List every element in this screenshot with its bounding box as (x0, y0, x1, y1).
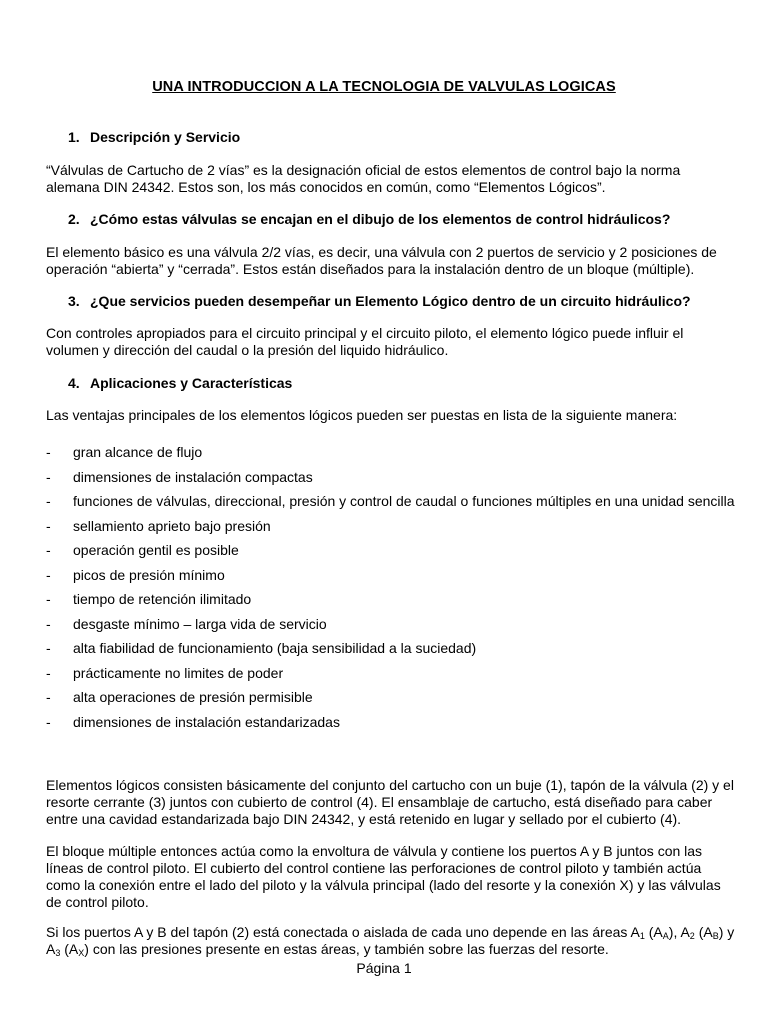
list-item-text: prácticamente no limites de poder (73, 664, 284, 681)
text-run: ), A (668, 924, 690, 940)
list-item-text: alta operaciones de presión permisible (73, 689, 313, 705)
list-item (46, 587, 736, 612)
bullet-marker: - (46, 468, 51, 485)
section-text-1: “Válvulas de Cartucho de 2 vías” es la designación oficial de estos elementos de control bajo la norma alemana DIN 24342. Estos son, los más conocidos en común, como “Elementos Lógicos”. (46, 162, 681, 195)
list-item-text: sellamiento aprieto bajo presión (73, 517, 271, 534)
list-item-text: tiempo de retención ilimitado (73, 591, 252, 607)
section-title: Aplicaciones y Características (90, 375, 293, 391)
list-item-text: dimensiones de instalación estandarizadas (73, 713, 340, 730)
subscript: 2 (689, 931, 695, 941)
text-run: (A (60, 941, 79, 957)
section-title: ¿Que servicios pueden desempeñar un Elemento Lógico dentro de un circuito hidráulico? (90, 293, 691, 309)
subscript: B (712, 931, 719, 941)
list-item (46, 489, 736, 514)
section-heading-1 (68, 129, 240, 146)
document-title: UNA INTRODUCCION A LA TECNOLOGIA DE VALVULAS LOGICAS (152, 79, 616, 95)
list-item (46, 685, 736, 710)
list-item-text: alta fiabilidad de funcionamiento (baja sensibilidad a la suciedad) (73, 640, 477, 656)
bullet-marker: - (46, 713, 51, 730)
list-item (46, 612, 736, 637)
section-text-2: El elemento básico es una válvula 2/2 vías, es decir, una válvula con 2 puertos de servicio y 2 posiciones de operación “abierta” y “cerrada”. Estos están diseñados para la instalación dentro de un bloque (múltiple). (46, 244, 717, 277)
bullet-marker: - (46, 664, 51, 681)
bullet-marker: - (46, 542, 51, 558)
section-title: ¿Cómo estas válvulas se encajan en el dibujo de los elementos de control hidráulicos? (90, 211, 671, 227)
page-number: Página 1 (356, 960, 412, 976)
list-item-text: picos de presión mínimo (73, 566, 225, 583)
section-title: Descripción y Servicio (90, 129, 241, 145)
bullet-marker: - (46, 517, 51, 534)
section-heading-4 (68, 375, 292, 392)
subscript: 1 (639, 931, 645, 941)
section-text-4: Las ventajas principales de los elementos lógicos pueden ser puestas en lista de la siguiente manera: (46, 407, 678, 423)
text-run: (A (644, 924, 663, 940)
section-number: 2. (68, 211, 80, 227)
bullet-marker: - (46, 640, 51, 656)
list-item (46, 538, 736, 563)
section-number: 3. (68, 293, 80, 309)
list-item-text: operación gentil es posible (73, 542, 239, 558)
list-item-text: desgaste mínimo – larga vida de servicio (73, 615, 327, 632)
paragraph-block: El bloque múltiple entonces actúa como la envoltura de válvula y contiene los puertos A y B juntos con las líneas de control piloto. El cubierto del control contiene las perforaciones de control piloto y también actúa como la conexión entre el lado del piloto y la válvula principal (lado del resorte y la conexión X) y las válvulas de control piloto. (46, 843, 721, 910)
list-item (46, 440, 736, 465)
section-heading-3 (68, 293, 691, 310)
list-item (46, 465, 736, 490)
paragraph-areas (46, 924, 736, 958)
text-run: (A (694, 924, 713, 940)
list-item (46, 636, 736, 661)
advantages-list (46, 440, 736, 734)
list-item-text: gran alcance de flujo (73, 444, 203, 460)
list-item-text: funciones de válvulas, direccional, presión y control de caudal o funciones múltiples en una unidad sencilla (73, 493, 735, 509)
text-run: ) con las presiones presente en estas áreas, y también sobre las fuerzas del resorte. (84, 941, 609, 957)
section-text-3: Con controles apropiados para el circuito principal y el circuito piloto, el elemento lógico puede influir el volumen y dirección del caudal o la presión del liquido hidráulico. (46, 325, 684, 358)
list-item (46, 710, 736, 735)
text-run: ) y A (46, 924, 735, 957)
bullet-marker: - (46, 444, 51, 460)
section-number: 1. (68, 129, 80, 145)
list-item (46, 563, 736, 588)
section-number: 4. (68, 375, 80, 391)
bullet-marker: - (46, 566, 51, 583)
subscript: X (78, 948, 85, 958)
bullet-marker: - (46, 493, 51, 509)
subscript: A (662, 931, 669, 941)
list-item-text: dimensiones de instalación compactas (73, 468, 313, 485)
bullet-marker: - (46, 615, 51, 632)
section-heading-2 (68, 211, 670, 228)
text-run: Si los puertos A y B del tapón (2) está conectada o aislada de cada uno depende en las áreas A (46, 924, 640, 940)
bullet-marker: - (46, 689, 51, 705)
list-item (46, 514, 736, 539)
bullet-marker: - (46, 591, 51, 607)
subscript: 3 (55, 948, 61, 958)
list-item (46, 661, 736, 686)
paragraph-cartridge: Elementos lógicos consisten básicamente del conjunto del cartucho con un buje (1), tapón de la válvula (2) y el resorte cerrante (3) juntos con cubierto de control (4). El ensamblaje de cartucho, está diseñado para caber entre una cavidad estandarizada bajo DIN 24342, y está retenido en lugar y sellado por el cubierto (4). (46, 777, 734, 827)
